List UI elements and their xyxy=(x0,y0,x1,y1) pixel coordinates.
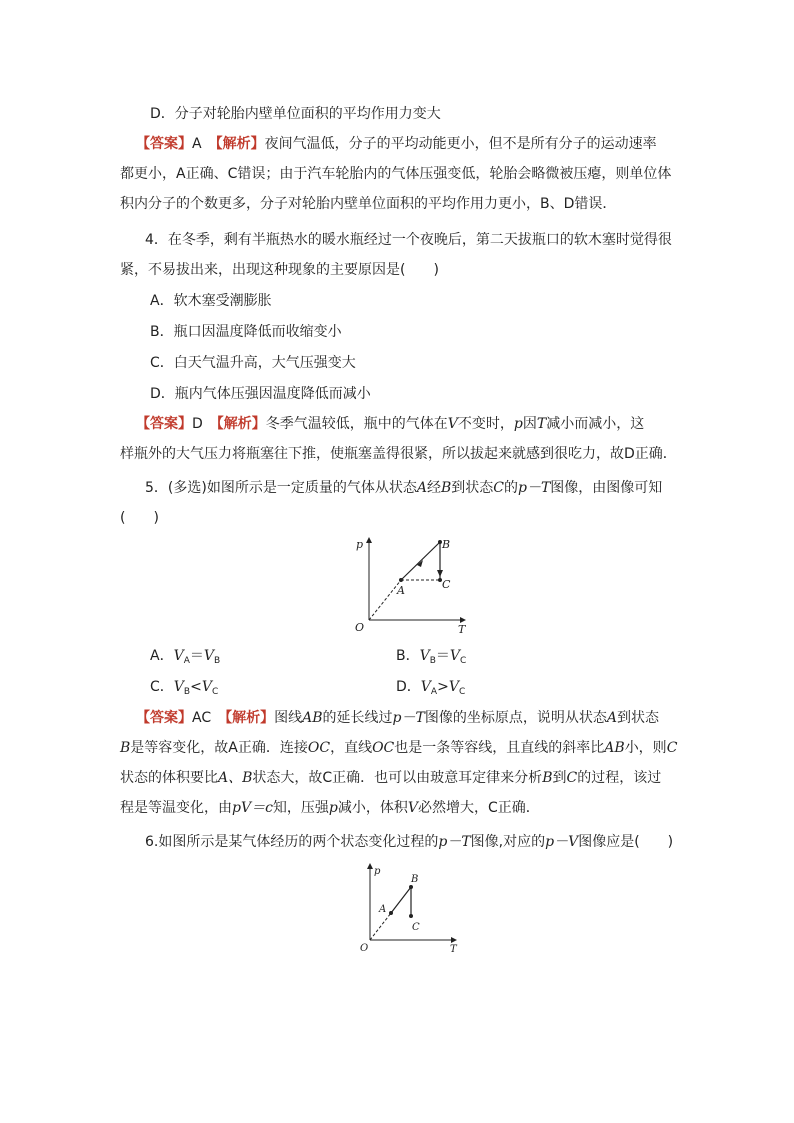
q5-analysis-line-3 xyxy=(120,768,661,788)
option-lhs-sub: A xyxy=(183,656,190,666)
q5-stem-e: 图像，由图像可知 xyxy=(550,480,663,496)
q5-analysis-1a: 图线 xyxy=(274,710,303,726)
symbol-a: A xyxy=(606,710,617,726)
point-c xyxy=(409,914,413,918)
q5-option-d xyxy=(396,677,465,702)
q3-analysis-2: 都更小，A正确、C错误；由于汽车轮胎内的气体压强变低，轮胎会略微被压瘪，则单位体 xyxy=(120,166,672,182)
q5-analysis-4b: 知，压强 xyxy=(272,800,329,816)
option-rhs-sub: C xyxy=(211,687,219,697)
option-letter: A． xyxy=(150,648,174,664)
q4-analysis-2: 样瓶外的大气压力将瓶塞往下推，使瓶塞盖得很紧，所以拔起来就感到很吃力，故D正确． xyxy=(120,446,677,462)
q5-analysis-line-4 xyxy=(120,798,540,818)
q5-analysis-3d: 的过程，该过 xyxy=(577,770,662,786)
analysis-tag: 【解析】 xyxy=(216,416,266,432)
option-letter: B． xyxy=(396,648,420,664)
q5-option-c xyxy=(150,677,218,702)
option-rhs-sub: B xyxy=(214,656,221,666)
symbol-ab: AB xyxy=(302,710,323,726)
symbol-oc: OC xyxy=(307,740,331,756)
option-relation: > xyxy=(437,679,449,695)
q5-answer-line-1 xyxy=(136,708,659,728)
label-a: A xyxy=(397,584,405,597)
p-axis-label: p xyxy=(356,538,364,551)
t-axis-label: T xyxy=(458,623,466,636)
label-b: B xyxy=(411,874,419,885)
symbol-t: T xyxy=(536,416,547,432)
option-rhs: V xyxy=(448,679,459,695)
q5-option-a xyxy=(150,646,220,671)
option-lhs: V xyxy=(420,679,431,695)
q3-option-d: D．分子对轮胎内壁单位面积的平均作用力变大 xyxy=(150,106,441,122)
symbol-c: C xyxy=(566,770,578,786)
option-lhs: V xyxy=(173,679,184,695)
q3-analysis-1: 夜间气温低，分子的平均动能更小，但不是所有分子的运动速率 xyxy=(264,136,657,152)
label-c: C xyxy=(442,578,451,591)
option-lhs-sub: B xyxy=(183,687,191,697)
q4-stem-2: 紧，不易拔出来，出现这种现象的主要原因是( ) xyxy=(120,262,439,278)
direction-arrow-bc xyxy=(437,570,443,577)
q5-analysis-3a: 状态的体积要比 xyxy=(120,770,218,786)
option-letter: C． xyxy=(150,679,174,695)
q5-analysis-4d: 必然增大，C正确． xyxy=(418,800,540,816)
q6-stem-b: 图像,对应的 xyxy=(470,834,546,850)
q4-analysis-a: 冬季气温较低，瓶中的气体在 xyxy=(265,416,448,432)
symbol-pv-c: pV＝c xyxy=(232,800,273,816)
symbol-p-v: p－V xyxy=(545,834,579,850)
analysis-tag: 【解析】 xyxy=(215,136,265,152)
q5-analysis-1c: 图像的坐标原点，说明从状态 xyxy=(424,710,607,726)
symbol-c: C xyxy=(666,740,678,756)
option-rhs-sub: C xyxy=(458,687,466,697)
extension-line xyxy=(370,913,391,940)
q5-answer: AC xyxy=(192,710,212,726)
symbol-c: C xyxy=(493,480,504,496)
q4-answer-line-1 xyxy=(136,414,644,434)
analysis-tag: 【解析】 xyxy=(225,710,275,726)
q4-answer: D xyxy=(192,416,203,432)
q3-answer-line-1 xyxy=(136,134,657,154)
q5-analysis-line-2 xyxy=(120,738,677,758)
answer-tag: 【答案】 xyxy=(136,710,192,726)
q5-stem-2: ( ) xyxy=(120,510,159,526)
label-c: C xyxy=(412,922,420,933)
option-lhs-sub: A xyxy=(430,687,438,697)
symbol-a-b: A、B xyxy=(218,770,253,786)
q5-stem-1 xyxy=(145,478,662,498)
q5-option-b xyxy=(396,646,466,671)
point-a xyxy=(389,911,393,915)
symbol-p-t: p－T xyxy=(438,834,471,850)
q4-option-d: D．瓶内气体压强因温度降低而减小 xyxy=(150,386,371,402)
q5-analysis-4a: 程是等温变化，由 xyxy=(120,800,232,816)
option-lhs-sub: B xyxy=(429,656,436,666)
option-rhs: V xyxy=(203,648,214,664)
option-relation: ＝ xyxy=(435,648,450,664)
symbol-b: B xyxy=(542,770,553,786)
answer-tag: 【答案】 xyxy=(136,136,192,152)
q6-stem-c: 图像应是( ) xyxy=(578,834,674,850)
q4-analysis-d: 减小而减小，这 xyxy=(546,416,645,432)
q5-analysis-3c: 到 xyxy=(552,770,567,786)
q5-stem-b: 经 xyxy=(426,480,441,496)
label-b: B xyxy=(442,538,451,551)
q4-option-a: A．软木塞受潮膨胀 xyxy=(150,293,272,309)
answer-tag: 【答案】 xyxy=(136,416,192,432)
q5-analysis-2b: ，直线 xyxy=(330,740,373,756)
line-ab xyxy=(391,887,411,913)
q5-stem-d: 的 xyxy=(503,480,518,496)
option-relation: ＝ xyxy=(189,648,204,664)
symbol-v: V xyxy=(447,416,458,432)
option-lhs: V xyxy=(173,648,184,664)
option-relation: < xyxy=(190,679,202,695)
q4-stem-1: 4．在冬季，剩有半瓶热水的暖水瓶经过一个夜晚后，第二天拔瓶口的软木塞时觉得很 xyxy=(145,232,672,248)
option-rhs-sub: C xyxy=(460,656,467,666)
q5-pt-graph xyxy=(345,532,475,638)
symbol-b: B xyxy=(120,740,131,756)
q5-analysis-2a: 是等容变化，故A正确．连接 xyxy=(130,740,308,756)
label-a: A xyxy=(379,904,387,915)
symbol-p: p xyxy=(328,800,338,816)
q3-analysis-3: 积内分子的个数更多，分子对轮胎内壁单位面积的平均作用力更小，B、D错误． xyxy=(120,196,617,212)
option-letter: D． xyxy=(396,679,421,695)
option-rhs: V xyxy=(449,648,461,664)
q5-analysis-2d: 小，则 xyxy=(624,740,667,756)
q5-analysis-2c: 也是一条等容线，且直线的斜率比 xyxy=(394,740,605,756)
point-b xyxy=(409,885,413,889)
q5-stem-c: 到状态 xyxy=(451,480,494,496)
symbol-p: p xyxy=(513,416,523,432)
q6-stem-a: 6.如图所示是某气体经历的两个状态变化过程的 xyxy=(145,834,439,850)
option-rhs: V xyxy=(201,679,212,695)
q4-analysis-c: 因 xyxy=(522,416,537,432)
q6-stem xyxy=(145,832,673,852)
q6-pt-graph xyxy=(356,860,466,956)
q5-analysis-1b: 的延长线过 xyxy=(322,710,393,726)
origin-label: O xyxy=(355,621,365,634)
option-lhs: V xyxy=(419,648,430,664)
line-ab xyxy=(401,542,440,580)
q5-analysis-3b: 状态大，故C正确．也可以由玻意耳定律来分析 xyxy=(252,770,543,786)
q3-answer: A xyxy=(192,136,202,152)
symbol-p-t: p－T xyxy=(392,710,425,726)
q4-option-c: C．白天气温升高，大气压强变大 xyxy=(150,355,356,371)
q5-stem-a: 5．(多选)如图所示是一定质量的气体从状态 xyxy=(145,480,417,496)
q4-analysis-b: 不变时， xyxy=(457,416,514,432)
q5-analysis-1d: 到状态 xyxy=(616,710,659,726)
point-a xyxy=(399,578,403,582)
symbol-v: V xyxy=(407,800,419,816)
symbol-oc: OC xyxy=(372,740,395,756)
symbol-b: B xyxy=(440,480,452,496)
t-axis-label: T xyxy=(450,944,457,955)
symbol-p-t: p－T xyxy=(517,480,551,496)
q5-analysis-4c: 减小，体积 xyxy=(337,800,408,816)
q4-option-b: B．瓶口因温度降低而收缩变小 xyxy=(150,324,342,340)
p-axis-label: p xyxy=(374,866,381,877)
symbol-ab: AB xyxy=(604,740,625,756)
origin-label: O xyxy=(360,943,369,954)
symbol-a: A xyxy=(416,480,427,496)
